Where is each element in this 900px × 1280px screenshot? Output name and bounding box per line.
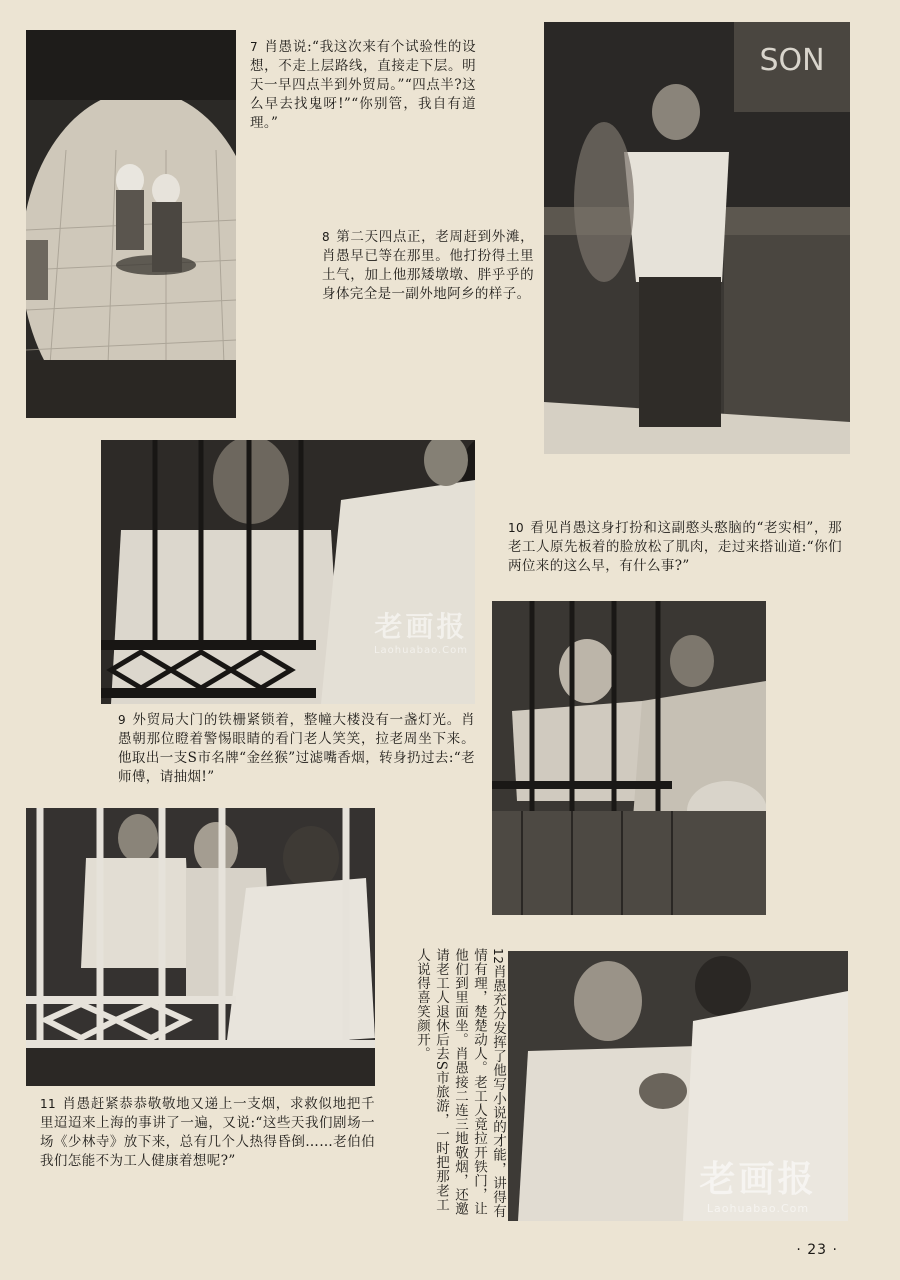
caption-panel-8 bbox=[322, 228, 534, 304]
caption-panel-9 bbox=[118, 711, 475, 787]
watermark: 老画报 Laohuabao.Com bbox=[373, 610, 469, 656]
caption-text: 肖愚充分发挥了他写小说的才能，讲得有情有理，楚楚动人。老工人竟拉开铁门，让他们到里面坐。肖愚接二连三地敬烟，还邀请老工人退休后去S市旅游，一时把那老工人说得喜笑颜开。 bbox=[414, 948, 506, 1219]
panel-number: 10 bbox=[508, 521, 525, 535]
svg-text:SON: SON bbox=[759, 43, 825, 78]
panel-number: 12 bbox=[491, 948, 505, 965]
page-number: · 23 · bbox=[796, 1242, 838, 1258]
caption-text: 外贸局大门的铁栅紧锁着，整幢大楼没有一盏灯光。肖愚朝那位瞪着警惕眼睛的看门老人笑笑，拉老周坐下来。他取出一支S市名牌“金丝猴”过滤嘴香烟，转身扔过去:“老师傅，请抽烟!” bbox=[118, 712, 475, 785]
illustration-panel-9 bbox=[101, 440, 475, 704]
panel-number: 7 bbox=[250, 40, 259, 54]
caption-panel-11 bbox=[40, 1095, 375, 1171]
illustration-panel-12 bbox=[508, 951, 848, 1221]
caption-panel-7 bbox=[250, 38, 476, 133]
panel-number: 9 bbox=[118, 713, 127, 727]
panel-number: 11 bbox=[40, 1097, 57, 1111]
caption-panel-12 bbox=[412, 948, 507, 1220]
illustration-panel-10 bbox=[492, 601, 766, 915]
watermark: 老画报 Laohuabao.Com bbox=[699, 1159, 817, 1215]
caption-panel-10 bbox=[508, 519, 842, 576]
caption-text: 肖愚说:“我这次来有个试验性的设想，不走上层路线，直接走下层。明天一早四点半到外贸局。”“四点半?这么早去找鬼呀!”“你别管，我自有道理。” bbox=[250, 39, 476, 131]
illustration-panel-7 bbox=[26, 30, 236, 418]
caption-text: 看见肖愚这身打扮和这副憨头憨脑的“老实相”，那老工人原先板着的脸放松了肌肉，走过来搭讪道:“你们两位来的这么早，有什么事?” bbox=[508, 520, 842, 574]
caption-text: 肖愚赶紧恭恭敬敬地又递上一支烟，求救似地把千里迢迢来上海的事讲了一遍，又说:“这些天我们剧场一场《少林寺》放下来，总有几个人热得昏倒……老伯伯我们怎能不为工人健康着想呢?” bbox=[40, 1096, 375, 1169]
panel-number: 8 bbox=[322, 230, 331, 244]
illustration-panel-11 bbox=[26, 808, 375, 1086]
caption-text: 第二天四点正，老周赶到外滩，肖愚早已等在那里。他打扮得土里土气，加上他那矮墩墩、胖乎乎的身体完全是一副外地阿乡的样子。 bbox=[322, 229, 534, 302]
illustration-panel-8 bbox=[544, 22, 850, 454]
